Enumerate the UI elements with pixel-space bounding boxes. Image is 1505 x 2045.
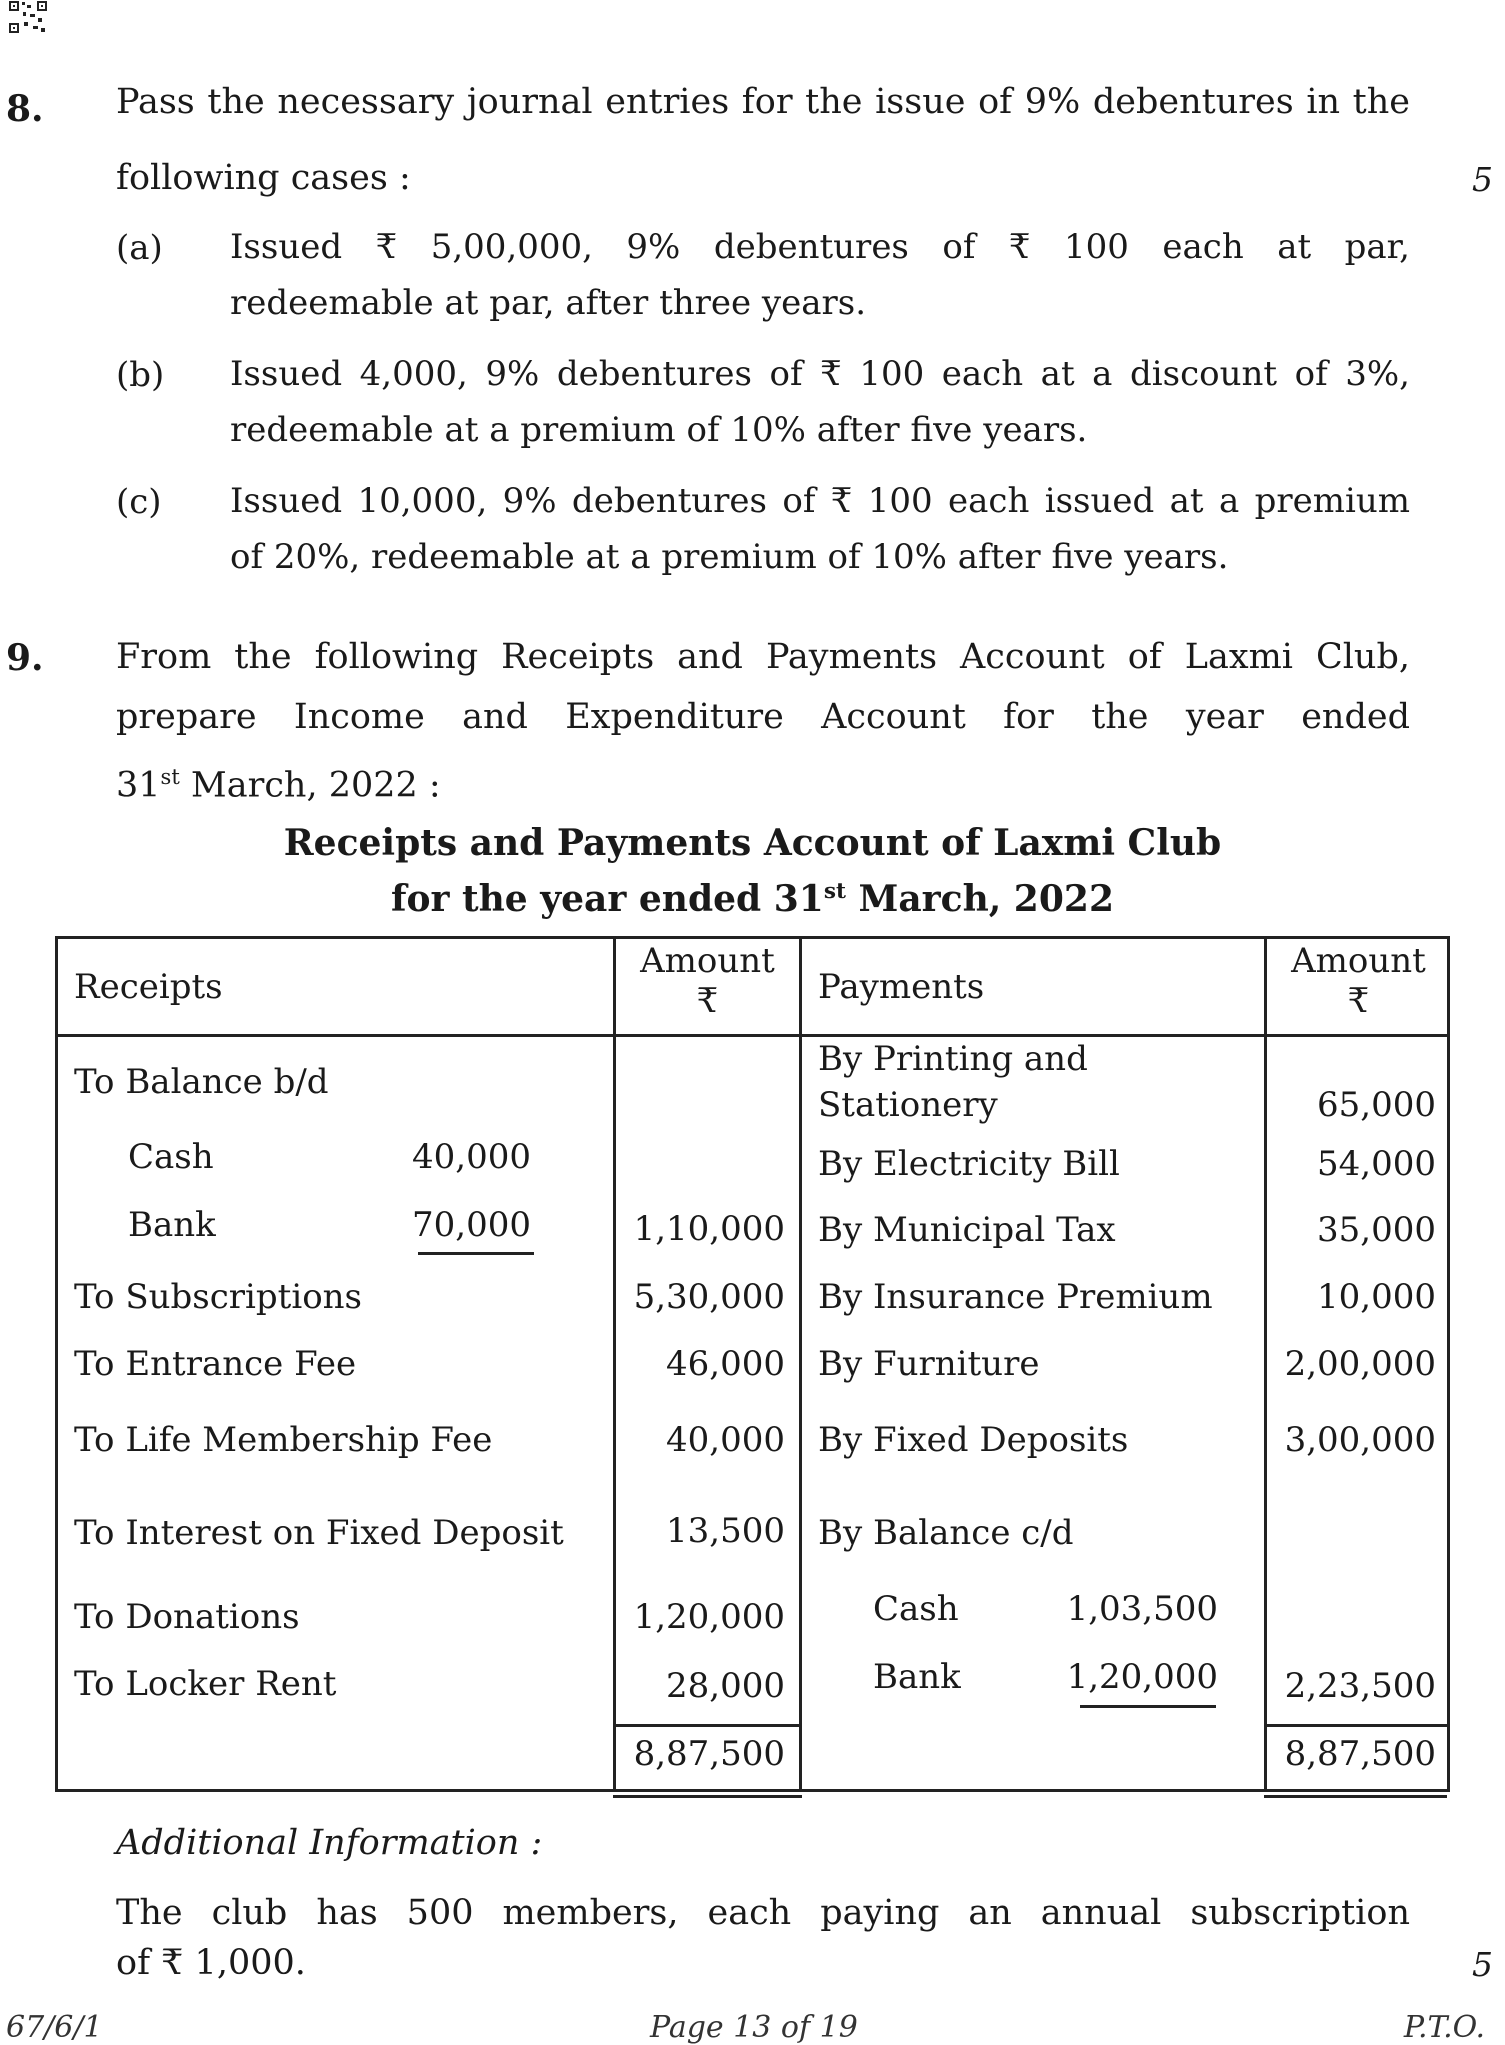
payment-balance-total: 2,23,500 bbox=[1284, 1666, 1436, 1706]
payment-insurance: By Insurance Premium bbox=[818, 1277, 1213, 1317]
q8-marks: 5 bbox=[1472, 160, 1493, 199]
qr-code-icon bbox=[8, 0, 48, 34]
q9-line-1: From the following Receipts and Payments Account of Laxmi Club, bbox=[116, 637, 1410, 677]
payment-electricity-amount: 54,000 bbox=[1317, 1144, 1436, 1184]
payment-municipal-tax-amount: 35,000 bbox=[1317, 1210, 1436, 1250]
case-a-label: (a) bbox=[116, 228, 163, 268]
receipt-interest-amount: 13,500 bbox=[666, 1511, 785, 1551]
payment-balance-cd: By Balance c/d bbox=[818, 1513, 1074, 1553]
receipt-bank-underline bbox=[418, 1252, 534, 1255]
receipt-cash-value: 40,000 bbox=[412, 1137, 531, 1177]
receipt-subscriptions-amount: 5,30,000 bbox=[633, 1277, 785, 1317]
footer-page-number: Page 13 of 19 bbox=[650, 2010, 858, 2045]
payment-cash-value: 1,03,500 bbox=[1066, 1589, 1218, 1629]
payment-printing-amount: 65,000 bbox=[1317, 1085, 1436, 1125]
receipt-total: 8,87,500 bbox=[633, 1734, 785, 1774]
case-b-label: (b) bbox=[116, 355, 165, 395]
payment-fixed-deposits-amount: 3,00,000 bbox=[1284, 1420, 1436, 1460]
receipt-donations-amount: 1,20,000 bbox=[633, 1597, 785, 1637]
q9-line-2: prepare Income and Expenditure Account for the year ended bbox=[116, 697, 1410, 737]
payment-furniture-amount: 2,00,000 bbox=[1284, 1344, 1436, 1384]
additional-info-line-1: The club has 500 members, each paying an annual subscription bbox=[116, 1893, 1410, 1933]
receipt-life-membership-amount: 40,000 bbox=[666, 1420, 785, 1460]
header-amount-payments: Amount ₹ bbox=[1291, 941, 1426, 1021]
case-b-line-2: redeemable at a premium of 10% after five years. bbox=[230, 410, 1088, 450]
case-c-line-1: Issued 10,000, 9% debentures of ₹ 100 each issued at a premium bbox=[230, 481, 1410, 521]
payment-bank-underline bbox=[1080, 1705, 1216, 1708]
header-payments: Payments bbox=[818, 967, 985, 1007]
footer-code: 67/6/1 bbox=[6, 2010, 103, 2045]
table-title-line-1: Receipts and Payments Account of Laxmi Club bbox=[283, 822, 1222, 864]
additional-info-heading: Additional Information : bbox=[116, 1823, 543, 1863]
receipt-locker-rent-amount: 28,000 bbox=[666, 1666, 785, 1706]
payment-bank-label: Bank bbox=[873, 1657, 961, 1697]
payment-fixed-deposits: By Fixed Deposits bbox=[818, 1420, 1129, 1460]
table-title-line-2: for the year ended 31st March, 2022 bbox=[390, 878, 1114, 920]
receipt-bank-label: Bank bbox=[128, 1205, 216, 1245]
receipts-payments-table bbox=[55, 936, 1450, 1792]
case-a-line-1: Issued ₹ 5,00,000, 9% debentures of ₹ 100 each at par, bbox=[230, 227, 1410, 267]
question-number-9: 9. bbox=[6, 637, 44, 679]
additional-info-line-2: of ₹ 1,000. bbox=[116, 1943, 306, 1983]
payment-municipal-tax: By Municipal Tax bbox=[818, 1210, 1116, 1250]
receipt-entrance-fee-amount: 46,000 bbox=[666, 1344, 785, 1384]
receipt-entrance-fee: To Entrance Fee bbox=[74, 1344, 357, 1384]
receipt-cash-label: Cash bbox=[128, 1137, 214, 1177]
header-receipts: Receipts bbox=[74, 967, 223, 1007]
receipt-total-doubleline bbox=[613, 1795, 802, 1798]
receipt-subscriptions: To Subscriptions bbox=[74, 1277, 363, 1317]
receipt-balance-bd: To Balance b/d bbox=[74, 1062, 329, 1102]
payment-total: 8,87,500 bbox=[1284, 1734, 1436, 1774]
payment-furniture: By Furniture bbox=[818, 1344, 1040, 1384]
receipt-bank-value: 70,000 bbox=[412, 1205, 531, 1245]
q8-line-1: Pass the necessary journal entries for the issue of 9% debentures in the bbox=[116, 82, 1410, 122]
receipt-life-membership: To Life Membership Fee bbox=[74, 1420, 493, 1460]
receipt-interest: To Interest on Fixed Deposit bbox=[74, 1513, 564, 1553]
payment-insurance-amount: 10,000 bbox=[1317, 1277, 1436, 1317]
footer-pto: P.T.O. bbox=[1403, 2010, 1485, 2045]
receipt-donations: To Donations bbox=[74, 1597, 300, 1637]
payment-total-doubleline bbox=[1264, 1795, 1447, 1798]
question-number-8: 8. bbox=[6, 88, 44, 130]
payment-total-topline bbox=[1264, 1724, 1447, 1727]
receipt-total-topline bbox=[613, 1724, 802, 1727]
header-amount-receipts: Amount ₹ bbox=[640, 941, 775, 1021]
payment-printing-line-2: Stationery bbox=[818, 1085, 998, 1125]
receipt-balance-total: 1,10,000 bbox=[633, 1209, 785, 1249]
case-b-line-1: Issued 4,000, 9% debentures of ₹ 100 each at a discount of 3%, bbox=[230, 354, 1410, 394]
case-c-line-2: of 20%, redeemable at a premium of 10% after five years. bbox=[230, 537, 1229, 577]
q9-line-3: 31st March, 2022 : bbox=[116, 765, 441, 806]
q9-marks: 5 bbox=[1472, 1945, 1493, 1984]
payment-cash-label: Cash bbox=[873, 1589, 959, 1629]
payment-electricity: By Electricity Bill bbox=[818, 1144, 1120, 1184]
case-c-label: (c) bbox=[116, 482, 162, 522]
payment-printing-line-1: By Printing and bbox=[818, 1039, 1088, 1079]
payment-bank-value: 1,20,000 bbox=[1066, 1657, 1218, 1697]
case-a-line-2: redeemable at par, after three years. bbox=[230, 283, 867, 323]
receipt-locker-rent: To Locker Rent bbox=[74, 1664, 337, 1704]
q8-line-2: following cases : bbox=[116, 158, 411, 198]
